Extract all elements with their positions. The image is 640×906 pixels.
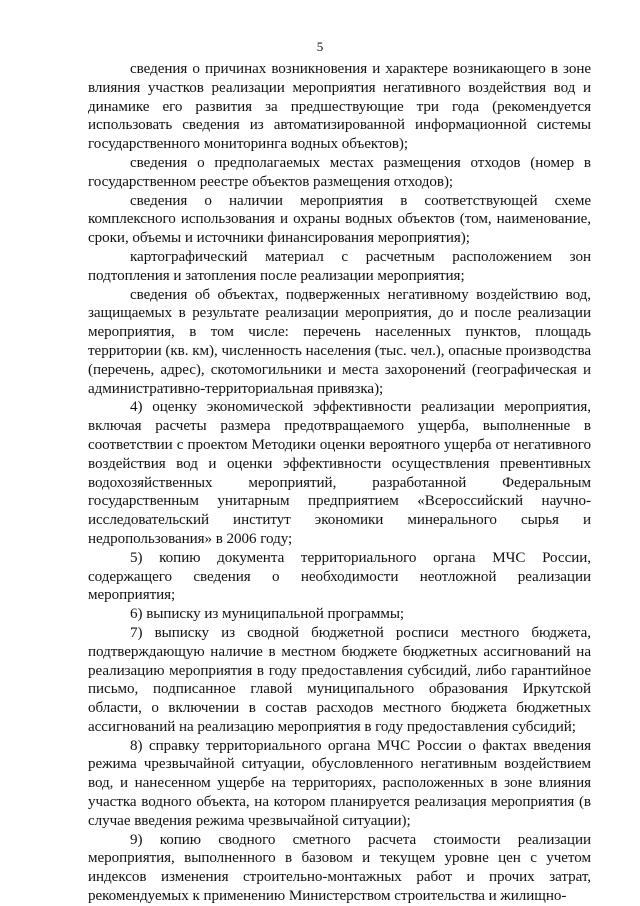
paragraph-cartographic-material: картографический материал с расчетным расположением зон подтопления и затопления после реализации мероприятия;: [88, 248, 591, 284]
document-body: [88, 60, 591, 906]
paragraph-waste-placement-info: сведения о предполагаемых местах размещения отходов (номер в государственном реестре объектов размещения отходов);: [88, 154, 591, 190]
page-number: 5: [316, 39, 324, 54]
paragraph-item-4-economic-assessment: 4) оценку экономической эффективности реализации мероприятия, включая расчеты размера предотвращаемого ущерба, выполненные в соответствии с проектом Методики оценки вероятного ущерба от негативного воздействия вод и оценки эффективности осуществления превентивных водохозяйственных мероприятий, разработанной Федеральным государственным унитарным предприятием «Всероссийский научно-исследовательский институт экономики минерального сырья и недропользования» в 2006 году;: [88, 399, 591, 547]
paragraph-scheme-info: сведения о наличии мероприятия в соответствующей схеме комплексного использования и охраны водных объектов (том, наименование, сроки, объемы и источники финансирования мероприятия);: [88, 192, 591, 247]
paragraph-item-5-emergency-document: 5) копию документа территориального органа МЧС России, содержащего сведения о необходимости неотложной реализации мероприятия;: [88, 549, 591, 604]
paragraph-water-impact-info: сведения о причинах возникновения и характере возникающего в зоне влияния участков реализации мероприятия негативного воздействия вод и динамике его развития за предшествующие три года (рекомендуется использовать сведения из автоматизированной информационной системы государственного мониторинга водных объектов);: [88, 61, 591, 153]
paragraph-item-6-municipal-program: 6) выписку из муниципальной программы;: [130, 606, 405, 623]
paragraph-item-7-budget-extract: 7) выписку из сводной бюджетной росписи местного бюджета, подтверждающую наличие в местном бюджете бюджетных ассигнований на реализацию мероприятия в году предоставления субсидий, либо гарантийное письмо, подписанное главой муниципального образования Иркутской области, о включении в состав расходов местного бюджета бюджетных ассигнований на реализацию мероприятия в году предоставления субсидий;: [88, 624, 591, 735]
paragraph-item-8-emergency-certificate: 8) справку территориального органа МЧС России о фактах введения режима чрезвычайной ситуации, обусловленного негативным воздействием вод, и нанесенном ущербе на территориях, расположенных в зоне влияния участка водного объекта, на котором планируется реализация мероприятия (в случае введения режима чрезвычайной ситуации);: [88, 737, 591, 829]
paragraph-protected-objects-info: сведения об объектах, подверженных негативному воздействию вод, защищаемых в результате реализации мероприятия, до и после реализации мероприятия, в том числе: перечень населенных пунктов, площадь территории (кв. км), численность населения (тыс. чел.), опасные производства (перечень, адрес), скотомогильники и места захоронений (географическая и административно-территориальная привязка);: [88, 286, 591, 397]
paragraph-item-9-cost-estimate: 9) копию сводного сметного расчета стоимости реализации мероприятия, выполненного в базовом и текущем уровне цен с учетом индексов изменения строительно-монтажных работ и прочих затрат, рекомендуемых к применению Министерством строительства и жилищно-: [88, 831, 591, 905]
